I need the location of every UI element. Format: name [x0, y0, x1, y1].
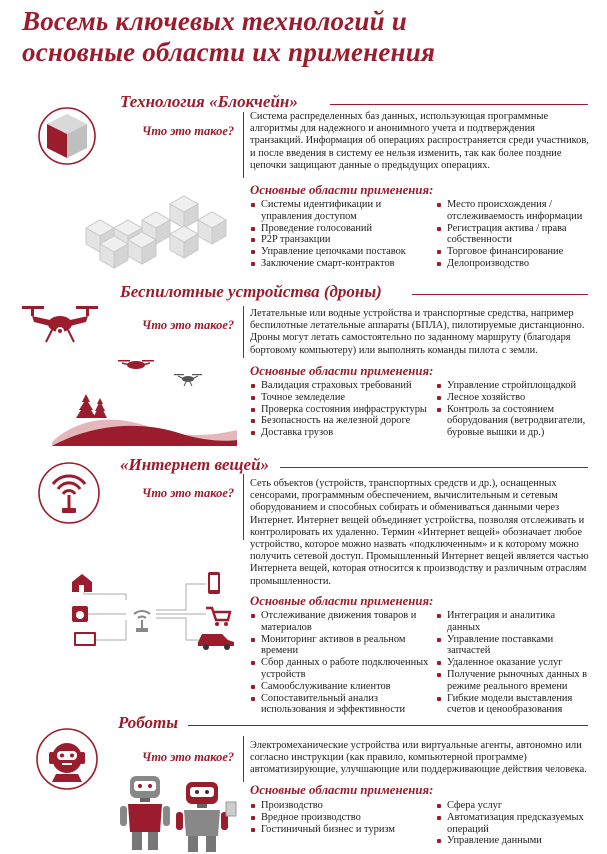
list-item: Управление поставками запчастей	[436, 634, 588, 658]
section-description: Летательные или водные устройства и транспортные средства, например беспилотные летательные аппараты (БПЛА), пилотируемые дистанционно. Дроны могут летать самостоятельно по заданному маршруту (благодаря бортовому компьютеру) или выполнять команды пилота с земли.	[250, 308, 585, 356]
list-item: Производство	[250, 800, 430, 812]
section-rule	[188, 725, 588, 726]
list-item: Мониторинг активов в реальном времени	[250, 634, 430, 658]
areas-heading: Основные области применения:	[250, 783, 434, 797]
areas-list-left	[250, 199, 430, 270]
list-item: Место происхождения / отслеживаемость информации	[436, 199, 588, 223]
iot-signal-icon	[38, 462, 100, 524]
drones-landscape-illustration	[52, 354, 237, 446]
list-item: Управление данными	[436, 835, 588, 847]
list-item: Получение рыночных данных в режиме реального времени	[436, 669, 588, 693]
list-item: Проверка состояния инфраструктуры	[250, 404, 430, 416]
areas-list-right	[436, 800, 588, 847]
what-label: Что это такое?	[142, 750, 235, 764]
divider-vertical	[243, 736, 244, 782]
section-rule	[330, 104, 588, 105]
page-title: Восемь ключевых технологий и основные области их применения	[22, 6, 436, 67]
list-item: Контроль за состоянием оборудования (ветродвигатели, буровые вышки и др.)	[436, 404, 588, 439]
list-item: Сопоставительный анализ использования и эффективности	[250, 693, 430, 717]
section-title-robots: Роботы	[118, 713, 179, 732]
section-title-iot: «Интернет вещей»	[120, 455, 270, 474]
areas-list-left	[250, 800, 430, 835]
list-item: Управление цепочками поставок	[250, 246, 430, 258]
list-item: Сфера услуг	[436, 800, 588, 812]
list-item: Заключение смарт-контрактов	[250, 258, 430, 270]
list-item: Автоматизация предсказуемых операций	[436, 812, 588, 836]
section-rule	[280, 467, 588, 468]
list-item: Вредное производство	[250, 812, 430, 824]
list-item: Гибкие модели выставления счетов и ценообразования	[436, 693, 588, 717]
areas-list-right	[436, 199, 588, 270]
blocks-illustration	[76, 190, 236, 270]
areas-list-right	[436, 380, 588, 439]
what-label: Что это такое?	[142, 318, 235, 332]
list-item: Безопасность на железной дороге	[250, 415, 430, 427]
list-item: Удаленное оказание услуг	[436, 657, 588, 669]
areas-heading: Основные области применения:	[250, 364, 434, 378]
list-item: Торговое финансирование	[436, 246, 588, 258]
robot-icon	[36, 728, 98, 790]
list-item: Интеграция и аналитика данных	[436, 610, 588, 634]
list-item: Гостиничный бизнес и туризм	[250, 824, 430, 836]
list-item: Регистрация актива / права собственности	[436, 223, 588, 247]
list-item: P2P транзакции	[250, 234, 430, 246]
list-item: Проведение голосований	[250, 223, 430, 235]
section-description: Система распределенных баз данных, использующая программные алгоритмы для надежного и анонимного учета и подтверждения транзакций. Информация об операциях распространяется среди участников, и после введения в систему ее нельзя изменить, так как более поздние цепочки защищают данные о предыдущих операциях.	[250, 111, 589, 171]
list-item: Самообслуживание клиентов	[250, 681, 430, 693]
areas-list-left	[250, 380, 430, 439]
divider-vertical	[243, 474, 244, 540]
section-title-blockchain: Технология «Блокчейн»	[120, 92, 298, 111]
section-title-drones: Беспилотные устройства (дроны)	[120, 282, 382, 301]
section-rule	[412, 294, 588, 295]
list-item: Делопроизводство	[436, 258, 588, 270]
what-label: Что это такое?	[142, 124, 235, 138]
iot-network-illustration	[66, 570, 238, 650]
list-item: Сбор данных о работе подключенных устройств	[250, 657, 430, 681]
list-item: Лесное хозяйство	[436, 392, 588, 404]
areas-list-right	[436, 610, 588, 716]
divider-vertical	[243, 112, 244, 178]
robots-illustration	[120, 772, 238, 854]
list-item: Управление стройплощадкой	[436, 380, 588, 392]
cube-icon	[38, 107, 96, 165]
section-description: Сеть объектов (устройств, транспортных средств и др.), оснащенных сенсорами, программным обеспечением, вычислительным и сетевым оборудованием и способных собирать и обмениваться данными через Интернет. Интернет вещей объединяет устройства, позволяя отслеживать и контролировать их удаленно. Термин «Интернет вещей» обозначает любое устройство, которое можно назвать «подключенным» и к которому можно получить сетевой доступ. Промышленный Интернет вещей является частью Интернета вещей, которая относится к производству и различным отраслям промышленности.	[250, 478, 589, 587]
areas-heading: Основные области применения:	[250, 594, 434, 608]
what-label: Что это такое?	[142, 486, 235, 500]
list-item: Отслеживание движения товаров и материалов	[250, 610, 430, 634]
list-item: Точное земледелие	[250, 392, 430, 404]
divider-vertical	[243, 306, 244, 358]
areas-list-left	[250, 610, 430, 716]
areas-heading: Основные области применения:	[250, 183, 434, 197]
list-item: Доставка грузов	[250, 427, 430, 439]
list-item: Системы идентификации и управления доступом	[250, 199, 430, 223]
section-description: Электромеханические устройства или виртуальные агенты, автономно или согласно инструкции (как правило, компьютерной программе) автоматизирующие, улучшающие или поддерживающие действия человека.	[250, 740, 587, 776]
drone-icon	[20, 300, 100, 344]
list-item: Валидация страховых требований	[250, 380, 430, 392]
